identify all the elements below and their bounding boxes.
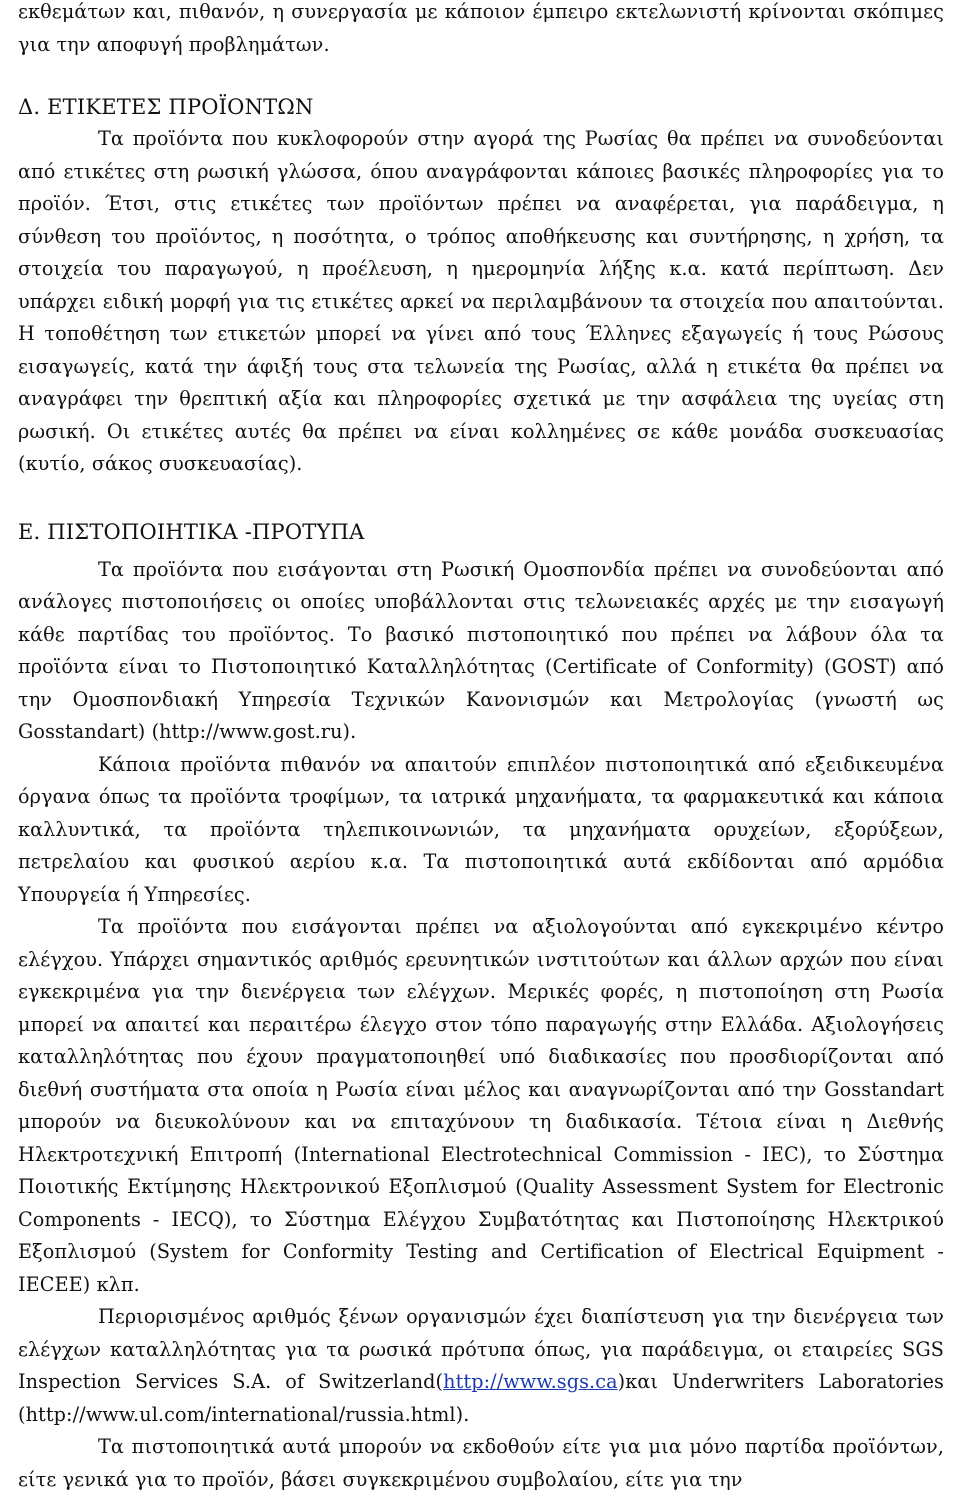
continued-paragraph: εκθεμάτων και, πιθανόν, η συνεργασία με κάποιον έμπειρο εκτελωνιστή κρίνονται σκόπιμες για την αποφυγή προβλημάτων.	[18, 0, 944, 56]
certificates-paragraph-2: Κάποια προϊόντα πιθανόν να απαιτούν επιπλέον πιστοποιητικά από εξειδικευμένα όργανα όπως τα προϊόντα τροφίμων, τα ιατρικά μηχανήματα, τα φαρμακευτικά και κάποια καλλυντικά, τα προϊόντα τηλεπικοινωνιών, τα μηχανήματα ορυχείων, εξορύξεων, πετρελαίου και φυσικού αερίου κ.α. Τα πιστοποιητικά αυτά εκδίδονται από αρμόδια Υπουργεία ή Υπηρεσίες.	[18, 752, 944, 906]
certificates-paragraph-4-text-after-link: )και Underwriters Laboratories (http://www.ul.com/international/russia.html).	[18, 1370, 944, 1426]
section-heading-product-labels: Δ. ΕΤΙΚΕΤΕΣ ΠΡΟΪΟΝΤΩΝ	[18, 95, 314, 119]
document-page	[18, 0, 944, 1496]
sgs-website-link[interactable]: http://www.sgs.ca	[443, 1370, 618, 1393]
certificates-paragraph-4	[18, 1301, 944, 1431]
certificates-paragraph-5: Τα πιστοποιητικά αυτά μπορούν να εκδοθούν είτε για μια μόνο παρτίδα προϊόντων, είτε γενικά για το προϊόν, βάσει συγκεκριμένου συμβολαίου, είτε για την	[18, 1435, 944, 1491]
certificates-paragraph-1: Τα προϊόντα που εισάγονται στη Ρωσική Ομοσπονδία πρέπει να συνοδεύονται από ανάλογες πιστοποιήσεις οι οποίες υποβάλλονται στις τελωνειακές αρχές με την εισαγωγή κάθε παρτίδας του προϊόντος. Το βασικό πιστοποιητικό που πρέπει να λάβουν όλα τα προϊόντα είναι το Πιστοποιητικό Καταλληλότητας (Certificate of Conformity) (GOST) από την Ομοσπονδιακή Υπηρεσία Τεχνικών Κανονισμών και Μετρολογίας (γνωστή ως Gosstandart) (http://www.gost.ru).	[18, 557, 944, 743]
section-heading-certificates-standards: Ε. ΠΙΣΤΟΠΟΙΗΤΙΚΑ -ΠΡΟΤΥΠΑ	[18, 519, 365, 544]
certificates-paragraph-3: Τα προϊόντα που εισάγονται πρέπει να αξιολογούνται από εγκεκριμένο κέντρο ελέγχου. Υπάρχει σημαντικός αριθμός ερευνητικών ινστιτούτων και άλλων αρχών που είναι εγκεκριμένα για την διενέργεια των ελέγχων. Μερικές φορές, η πιστοποίηση στη Ρωσία μπορεί να απαιτεί και περαιτέρω έλεγχο στον τόπο παραγωγής στην Ελλάδα. Αξιολογήσεις καταλληλότητας που έχουν πραγματοποιηθεί υπό διαδικασίες που προσδιορίζονται από διεθνή συστήματα στα οποία η Ρωσία είναι μέλος και αναγνωρίζονται από την Gosstandart μπορούν να διευκολύνουν και να επιταχύνουν τη διαδικασία. Τέτοια είναι η Διεθνής Ηλεκτροτεχνική Επιτροπή (International Electrotechnical Commission - IEC), το Σύστημα Ποιοτικής Εκτίμησης Ηλεκτρονικού Εξοπλισμού (Quality Assessment System for Electronic Components - IECQ), το Σύστημα Ελέγχου Συμβατότητας και Πιστοποίησης Ηλεκτρικού Εξοπλισμού (System for Conformity Testing and Certification of Electrical Equipment - IECEE) κλπ.	[18, 915, 944, 1296]
certificates-paragraph-4-text-before-link: Περιορισμένος αριθμός ξένων οργανισμών έχει διαπίστευση για την διενέργεια των ελέγχων καταλληλότητας για τα ρωσικά πρότυπα όπως, για παράδειγμα, οι εταιρείες SGS Inspection Services S.A. of Switzerland(	[18, 1305, 944, 1393]
product-labels-paragraph: Τα προϊόντα που κυκλοφορούν στην αγορά της Ρωσίας θα πρέπει να συνοδεύονται από ετικέτες στη ρωσική γλώσσα, όπου αναγράφονται κάποιες βασικές πληροφορίες για το προϊόν. Έτσι, στις ετικέτες των προϊόντων πρέπει να αναφέρεται, για παράδειγμα, η σύνθεση του προϊόντος, η ποσότητα, ο τρόπος αποθήκευσης και συντήρησης, η χρήση, τα στοιχεία του παραγωγού, η προέλευση, η ημερομηνία λήξης κ.α. κατά περίπτωση. Δεν υπάρχει ειδική μορφή για τις ετικέτες αρκεί να περιλαμβάνουν τα στοιχεία που απαιτούνται. Η τοποθέτηση των ετικετών μπορεί να γίνει από τους Έλληνες εξαγωγείς ή τους Ρώσους εισαγωγείς, κατά την άφιξή τους στα τελωνεία της Ρωσίας, αλλά η ετικέτα θα πρέπει να αναγράφει την θρεπτική αξία και πληροφορίες σχετικά με την ασφάλεια της υγείας στη ρωσική. Οι ετικέτες αυτές θα πρέπει να είναι κολλημένες σε κάθε μονάδα συσκευασίας (κυτίο, σάκος συσκευασίας).	[18, 127, 944, 475]
